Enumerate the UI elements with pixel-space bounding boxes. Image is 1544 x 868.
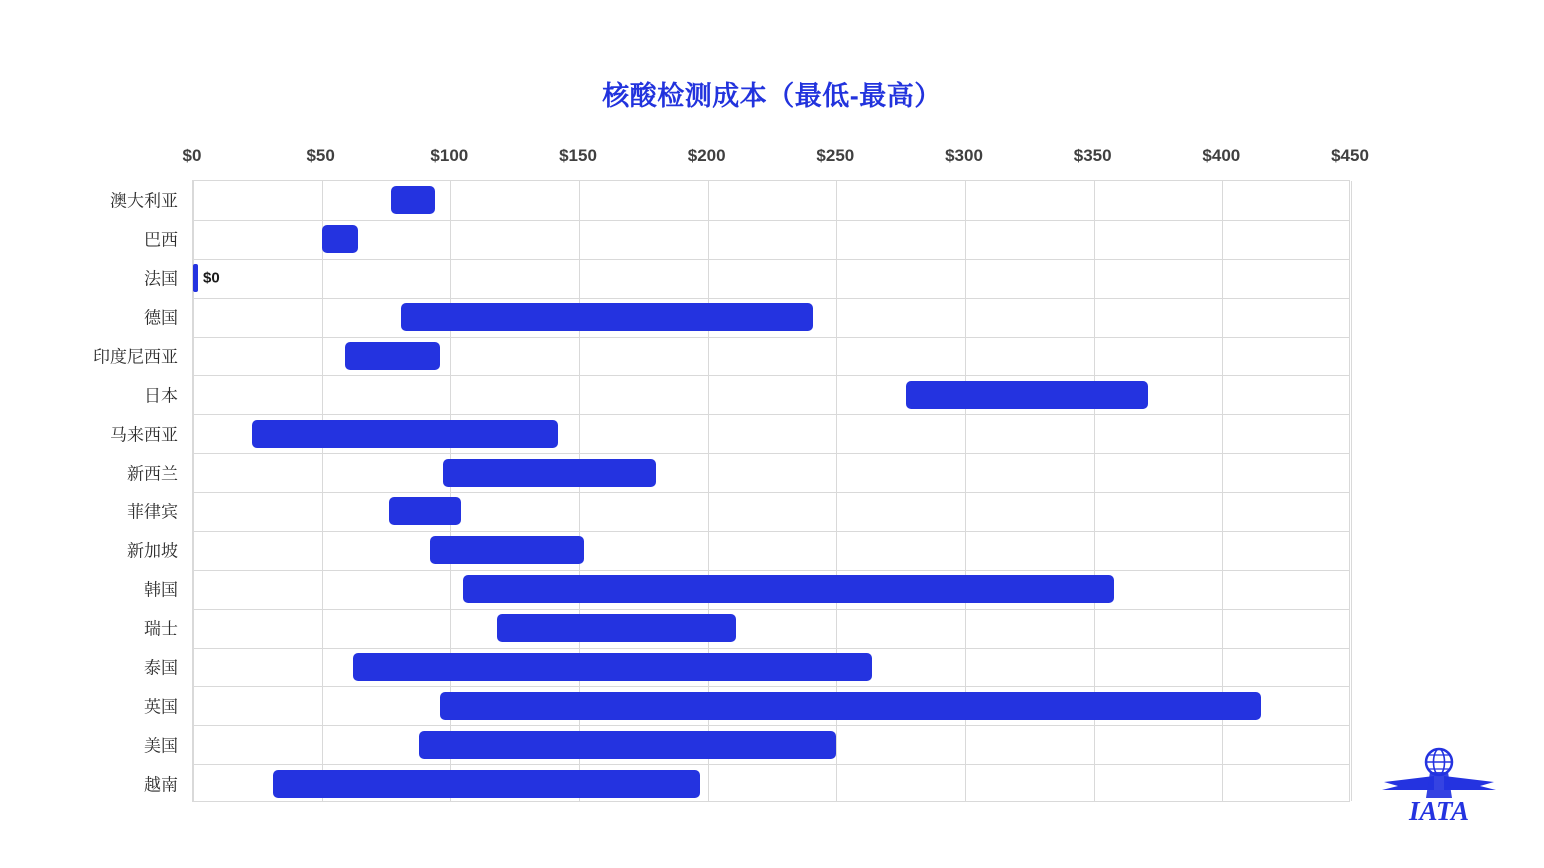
horizontal-gridline xyxy=(193,259,1349,260)
y-axis-label: 日本 xyxy=(144,386,178,406)
y-axis-label: 越南 xyxy=(144,775,178,795)
y-axis-label: 菲律宾 xyxy=(127,502,178,522)
x-axis-tick-label: $100 xyxy=(430,146,469,165)
y-axis-label: 澳大利亚 xyxy=(110,191,178,211)
y-axis-label: 德国 xyxy=(144,308,178,328)
chart-title: 核酸检测成本（最低-最高） xyxy=(602,81,942,111)
horizontal-gridline xyxy=(193,609,1349,610)
range-bar xyxy=(193,264,198,292)
x-axis-tick-label: $150 xyxy=(559,146,597,165)
horizontal-gridline xyxy=(193,220,1349,221)
horizontal-gridline xyxy=(193,375,1349,376)
y-axis-label: 新加坡 xyxy=(127,541,178,561)
x-axis-tick-label: $450 xyxy=(1331,146,1369,165)
y-axis-label: 韩国 xyxy=(144,580,178,600)
range-bar xyxy=(463,575,1114,603)
horizontal-gridline xyxy=(193,764,1349,765)
range-bar xyxy=(389,497,461,525)
bar-value-label: $0 xyxy=(203,269,220,287)
y-axis-label: 美国 xyxy=(144,736,178,756)
horizontal-gridline xyxy=(193,570,1349,571)
y-axis-label: 瑞士 xyxy=(144,619,178,639)
vertical-gridline xyxy=(1351,181,1352,801)
range-bar xyxy=(497,614,736,642)
horizontal-gridline xyxy=(193,337,1349,338)
range-bar xyxy=(391,186,435,214)
horizontal-gridline xyxy=(193,725,1349,726)
y-axis-label: 马来西亚 xyxy=(110,425,178,445)
x-axis-tick-label: $350 xyxy=(1073,146,1112,165)
horizontal-gridline xyxy=(193,414,1349,415)
y-axis-label: 巴西 xyxy=(144,230,178,250)
y-axis-label: 英国 xyxy=(144,697,178,717)
y-axis-label: 印度尼西亚 xyxy=(93,347,178,367)
range-bar xyxy=(401,303,813,331)
x-axis-tick-label: $250 xyxy=(816,146,855,165)
x-axis-tick-label: $300 xyxy=(945,146,983,165)
range-bar xyxy=(440,692,1261,720)
logo-text: IATA xyxy=(1408,796,1470,826)
horizontal-gridline xyxy=(193,648,1349,649)
horizontal-gridline xyxy=(193,686,1349,687)
range-bar xyxy=(252,420,558,448)
vertical-gridline xyxy=(322,181,323,801)
x-axis-tick-label: $200 xyxy=(687,146,726,165)
range-bar xyxy=(322,225,358,253)
range-bar xyxy=(419,731,836,759)
y-axis-label: 泰国 xyxy=(144,658,178,678)
range-bar xyxy=(443,459,657,487)
horizontal-gridline xyxy=(193,531,1349,532)
horizontal-gridline xyxy=(193,492,1349,493)
y-axis-label: 新西兰 xyxy=(127,464,178,484)
y-axis-labels xyxy=(0,0,178,868)
horizontal-gridline xyxy=(193,453,1349,454)
range-bar xyxy=(273,770,700,798)
y-axis-label: 法国 xyxy=(144,269,178,289)
x-axis-tick-label: $50 xyxy=(306,146,335,165)
x-axis-tick-label: $0 xyxy=(182,146,202,165)
range-bar xyxy=(430,536,584,564)
range-bar xyxy=(906,381,1148,409)
range-bar xyxy=(353,653,873,681)
iata-logo xyxy=(1374,742,1504,826)
x-axis-tick-label: $400 xyxy=(1202,146,1241,165)
plot-area xyxy=(192,180,1350,802)
horizontal-gridline xyxy=(193,298,1349,299)
range-bar xyxy=(345,342,440,370)
